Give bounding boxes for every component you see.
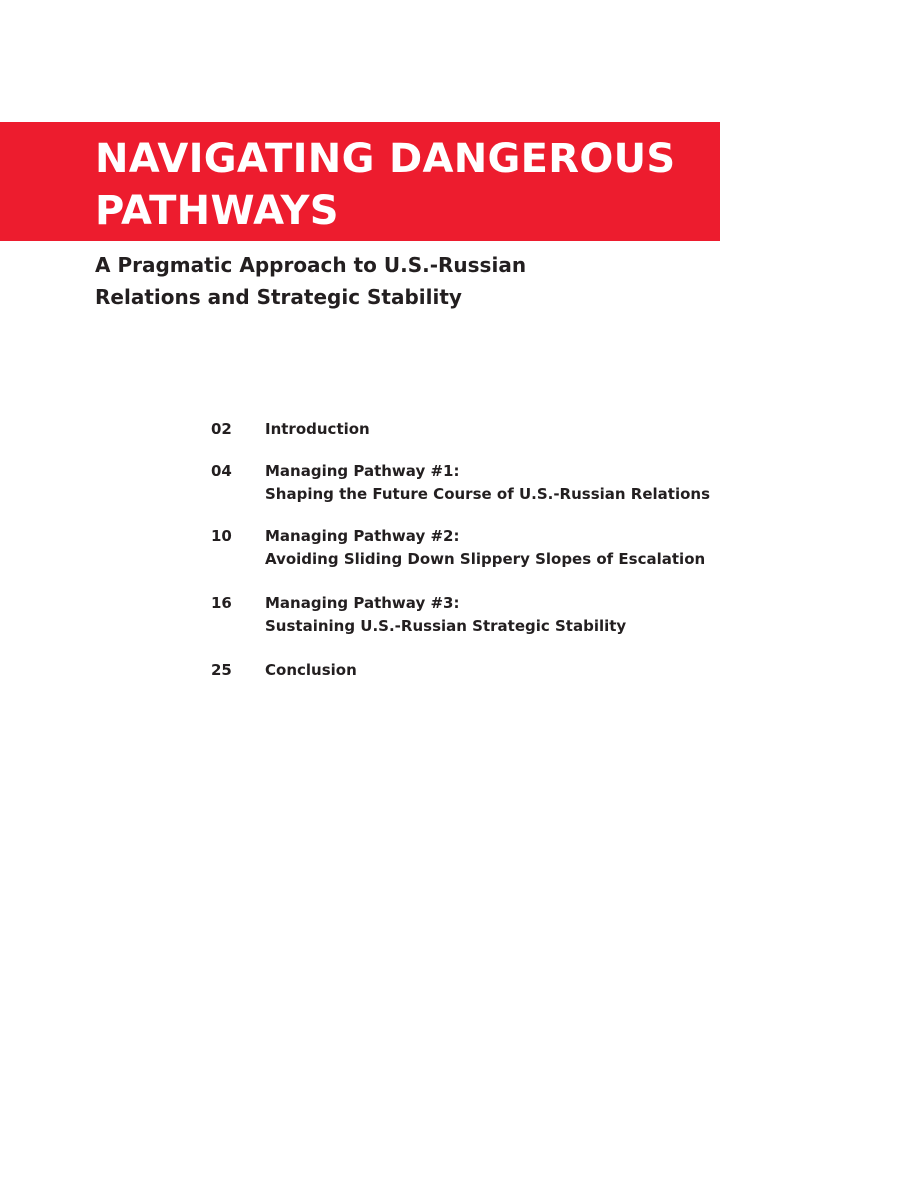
toc-entry-text xyxy=(265,460,710,505)
page-title-line-1: NAVIGATING DANGEROUS xyxy=(95,136,676,182)
toc-entry-title: Introduction xyxy=(265,420,370,438)
page-title-line-2: PATHWAYS xyxy=(95,188,339,234)
toc-entry-title: Conclusion xyxy=(265,661,357,679)
toc-entry-text xyxy=(265,592,626,637)
toc-page-number: 02 xyxy=(211,420,232,438)
subtitle-line-2: Relations and Strategic Stability xyxy=(95,285,462,309)
toc-entry-title: Managing Pathway #2: xyxy=(265,527,460,545)
toc-entry-subtitle: Sustaining U.S.-Russian Strategic Stability xyxy=(265,617,627,635)
toc-entry-text xyxy=(265,525,705,570)
subtitle-line-1: A Pragmatic Approach to U.S.-Russian xyxy=(95,253,527,277)
toc-page-number: 04 xyxy=(211,462,232,480)
toc-entry-title: Managing Pathway #3: xyxy=(265,594,460,612)
toc-entry-text xyxy=(265,659,357,681)
toc-entry-text xyxy=(265,418,370,440)
toc-page-number: 16 xyxy=(211,594,232,612)
toc-page-number: 25 xyxy=(211,661,232,679)
toc-entry-title: Managing Pathway #1: xyxy=(265,462,460,480)
toc-entry-subtitle: Avoiding Sliding Down Slippery Slopes of Escalation xyxy=(265,550,706,568)
toc-entry-subtitle: Shaping the Future Course of U.S.-Russian Relations xyxy=(265,485,711,503)
toc-page-number: 10 xyxy=(211,527,232,545)
subtitle xyxy=(95,249,615,313)
